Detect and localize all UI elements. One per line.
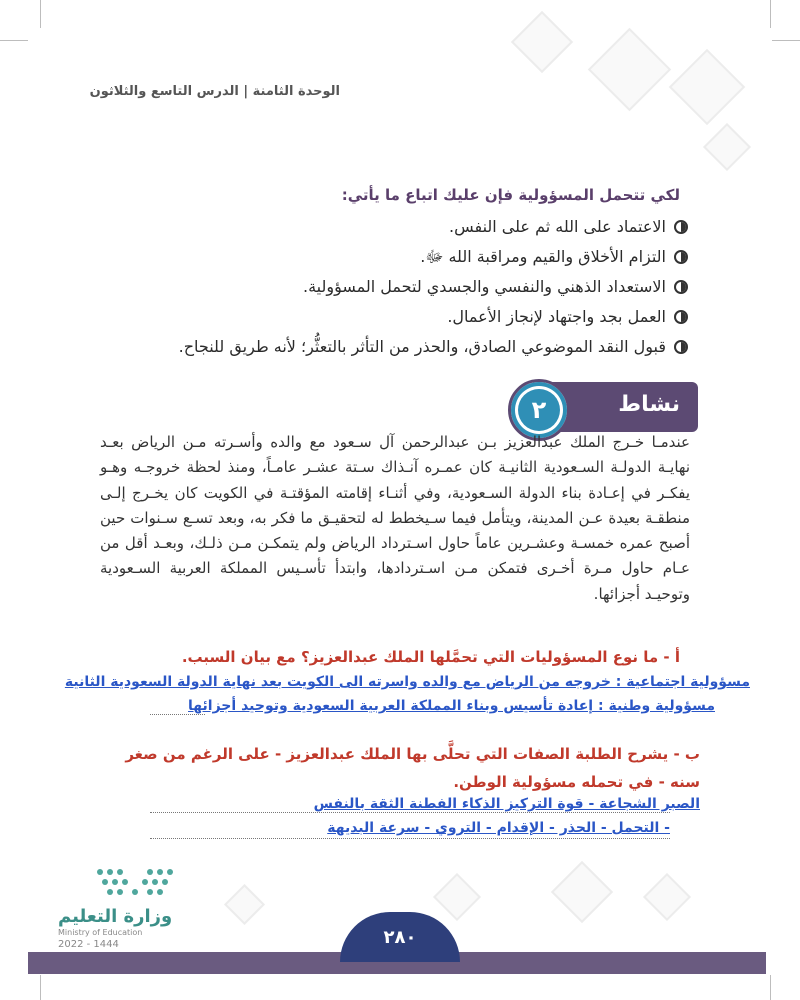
decorative-diamond [433,873,481,921]
crop-mark [772,40,800,41]
list-item [168,242,688,272]
bullet-icon [674,250,688,264]
question-b: ب - يشرح الطلبة الصفات التي تحلَّى بها الملك عبدالعزيز - على الرغم من صغر سنه - في تحمله مسؤولية الوطن. [125,745,700,791]
answer-a-line-1: مسؤولية اجتماعية : خروجه من الرياض مع والده واسرته الى الكويت بعد نهاية الدولة السعودية الثانية [64,674,750,690]
answer-b-line-2: - التحمل - الحذر - الإقدام - التروي - سرعة البديهة [327,820,670,836]
answer-b-line-1: الصبر الشجاعة - قوة التركيز الذكاء الفطنة الثقة بالنفس [313,796,700,812]
breadcrumb: الوحدة الثامنة | الدرس التاسع والثلاثون [89,84,340,99]
page-number-tab [340,912,460,962]
list-item-text: قبول النقد الموضوعي الصادق، والحذر من التأثر بالتعثُّر؛ لأنه طريق للنجاح. [178,337,666,356]
decorative-diamond [703,123,751,171]
bullet-icon [674,340,688,354]
intro-heading: لكي تتحمل المسؤولية فإن عليك اتباع ما يأتي: [341,186,680,204]
ministry-logo-icon [90,864,180,900]
crop-mark [770,0,771,28]
decorative-diamond [669,49,745,125]
answer-line [150,714,205,715]
list-item-text: التزام الأخلاق والقيم ومراقبة الله ﷻ. [420,247,666,266]
crop-mark [770,975,771,1000]
ministry-name-en: Ministry of Education [58,928,143,937]
decorative-diamond [511,11,573,73]
activity-banner [510,382,698,432]
answer-line [150,812,670,813]
decorative-diamond [551,861,613,923]
list-item-text: الاستعداد الذهني والنفسي والجسدي لتحمل المسؤولية. [303,277,666,296]
list-item [168,272,688,302]
activity-label: نشاط [618,392,680,417]
decorative-diamond [643,873,691,921]
bullet-icon [674,310,688,324]
list-item [168,332,688,362]
list-item [168,212,688,242]
list-item-text: العمل بجد واجتهاد لإنجاز الأعمال. [447,307,666,326]
ministry-name-ar: وزارة التعليم [58,906,173,927]
answer-line [150,838,670,839]
list-item-text: الاعتماد على الله ثم على النفس. [448,217,666,236]
activity-paragraph: عندمـا خـرج الملك عبدالعزيز بـن عبدالرحمن آل سـعود مع والده وأسـرته مـن الرياض بعـد نهايـة الدولـة السـعودية الثانيـة كان عمـره آنـذاك سـتة عشـر عامـاً، ومنذ لحظة خروجـه وهـو يفكـر في إعـادة بناء الدولة السـعودية، وفي أثنـاء إقامته المؤقتـة في الكويت كان يخـرج إلـى منطقـة بعيدة عـن المدينة، ويتأمل فيما سـيخطط له لتحقيـق ما فكر به، وبعد تسـع سـنوات حين أصبح عمره خمسـة وعشـرين عاماً حاول اسـترداد الرياض ولم يتمكـن مـن ذلـك، وبعـد أقل من عـام حاول مـرة أخـرى فتمكن مـن اسـتردادها، وابتدأ تأسـيس المملكة العربية السـعودية وتوحيـد أجزائها. [100,433,690,603]
list-item [168,302,688,332]
decorative-diamond [588,28,671,111]
edition-year: 2022 - 1444 [58,939,119,950]
bullet-icon [674,220,688,234]
crop-mark [0,40,28,41]
bullet-icon [674,280,688,294]
activity-number: ٢ [518,389,560,431]
responsibility-list [168,212,688,362]
decorative-diamond [224,884,265,925]
answer-a-line-2: مسؤولية وطنية : إعادة تأسيس وبناء المملكة العربية السعودية وتوحيد أجزائها [188,698,715,714]
crop-mark [40,0,41,28]
question-a: أ - ما نوع المسؤوليات التي تحمَّلها الملك عبدالعزيز؟ مع بيان السبب. [181,648,680,666]
page-number: ٢٨٠ [383,926,417,948]
crop-mark [40,975,41,1000]
